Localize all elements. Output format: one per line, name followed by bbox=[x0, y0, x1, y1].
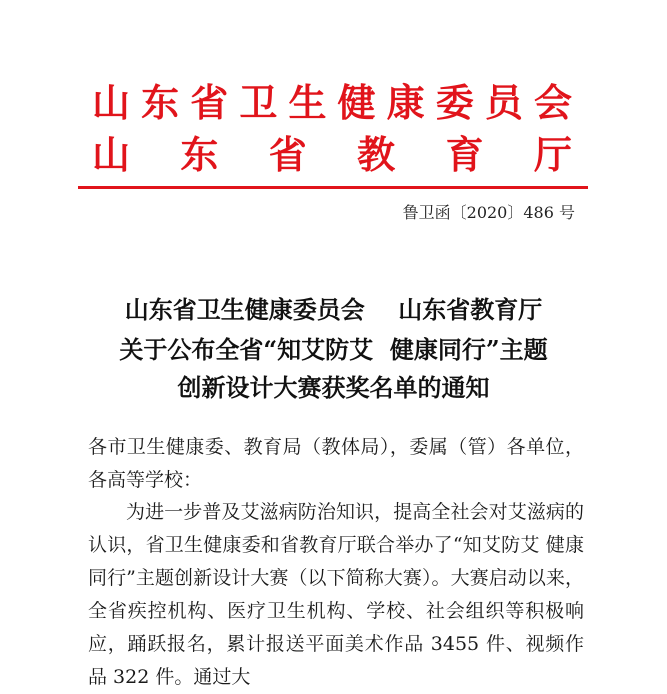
issuer-char: 厅 bbox=[533, 132, 572, 177]
title-line-2: 关于公布全省“知艾防艾 健康同行”主题 bbox=[119, 335, 548, 364]
salutation: 各市卫生健康委、教育局（教体局），委属（管）各单位，各高等学校： bbox=[88, 436, 584, 491]
title-line-3: 创新设计大赛获奖名单的通知 bbox=[177, 373, 490, 402]
issuer-char: 生 bbox=[288, 80, 327, 125]
issuer-char: 员 bbox=[484, 80, 523, 125]
issuer-char: 康 bbox=[386, 80, 425, 125]
issuer-char: 卫 bbox=[239, 80, 278, 125]
issuer-char: 东 bbox=[141, 80, 180, 125]
issuer-char: 省 bbox=[190, 80, 229, 125]
issuer-char: 山 bbox=[92, 80, 131, 125]
issuer-char: 会 bbox=[533, 80, 572, 125]
issuer-char: 教 bbox=[357, 132, 396, 177]
issuer-line-1 bbox=[92, 80, 572, 125]
header-red-rule bbox=[78, 186, 588, 189]
issuer-char: 委 bbox=[435, 80, 474, 125]
issuer-char: 育 bbox=[445, 132, 484, 177]
issuer-char: 东 bbox=[180, 132, 219, 177]
body-paragraph: 为进一步普及艾滋病防治知识，提高全社会对艾滋病的认识，省卫生健康委和省教育厅联合举办了“知艾防艾 健康同行”主题创新设计大赛（以下简称大赛）。大赛启动以来，全省疾控机构、医疗卫生机构、学校、社会组织等积极响应，踊跃报名，累计报送平面美术作品 3455 件、视频作品 322 件。通过大 bbox=[88, 501, 584, 688]
document-number: 鲁卫函〔2020〕486 号 bbox=[402, 203, 575, 222]
issuer-char: 健 bbox=[337, 80, 376, 125]
title-line-1: 山东省卫生健康委员会 山东省教育厅 bbox=[124, 295, 543, 324]
issuer-line-2 bbox=[92, 132, 572, 177]
issuer-char: 省 bbox=[268, 132, 307, 177]
issuer-char: 山 bbox=[92, 132, 131, 177]
